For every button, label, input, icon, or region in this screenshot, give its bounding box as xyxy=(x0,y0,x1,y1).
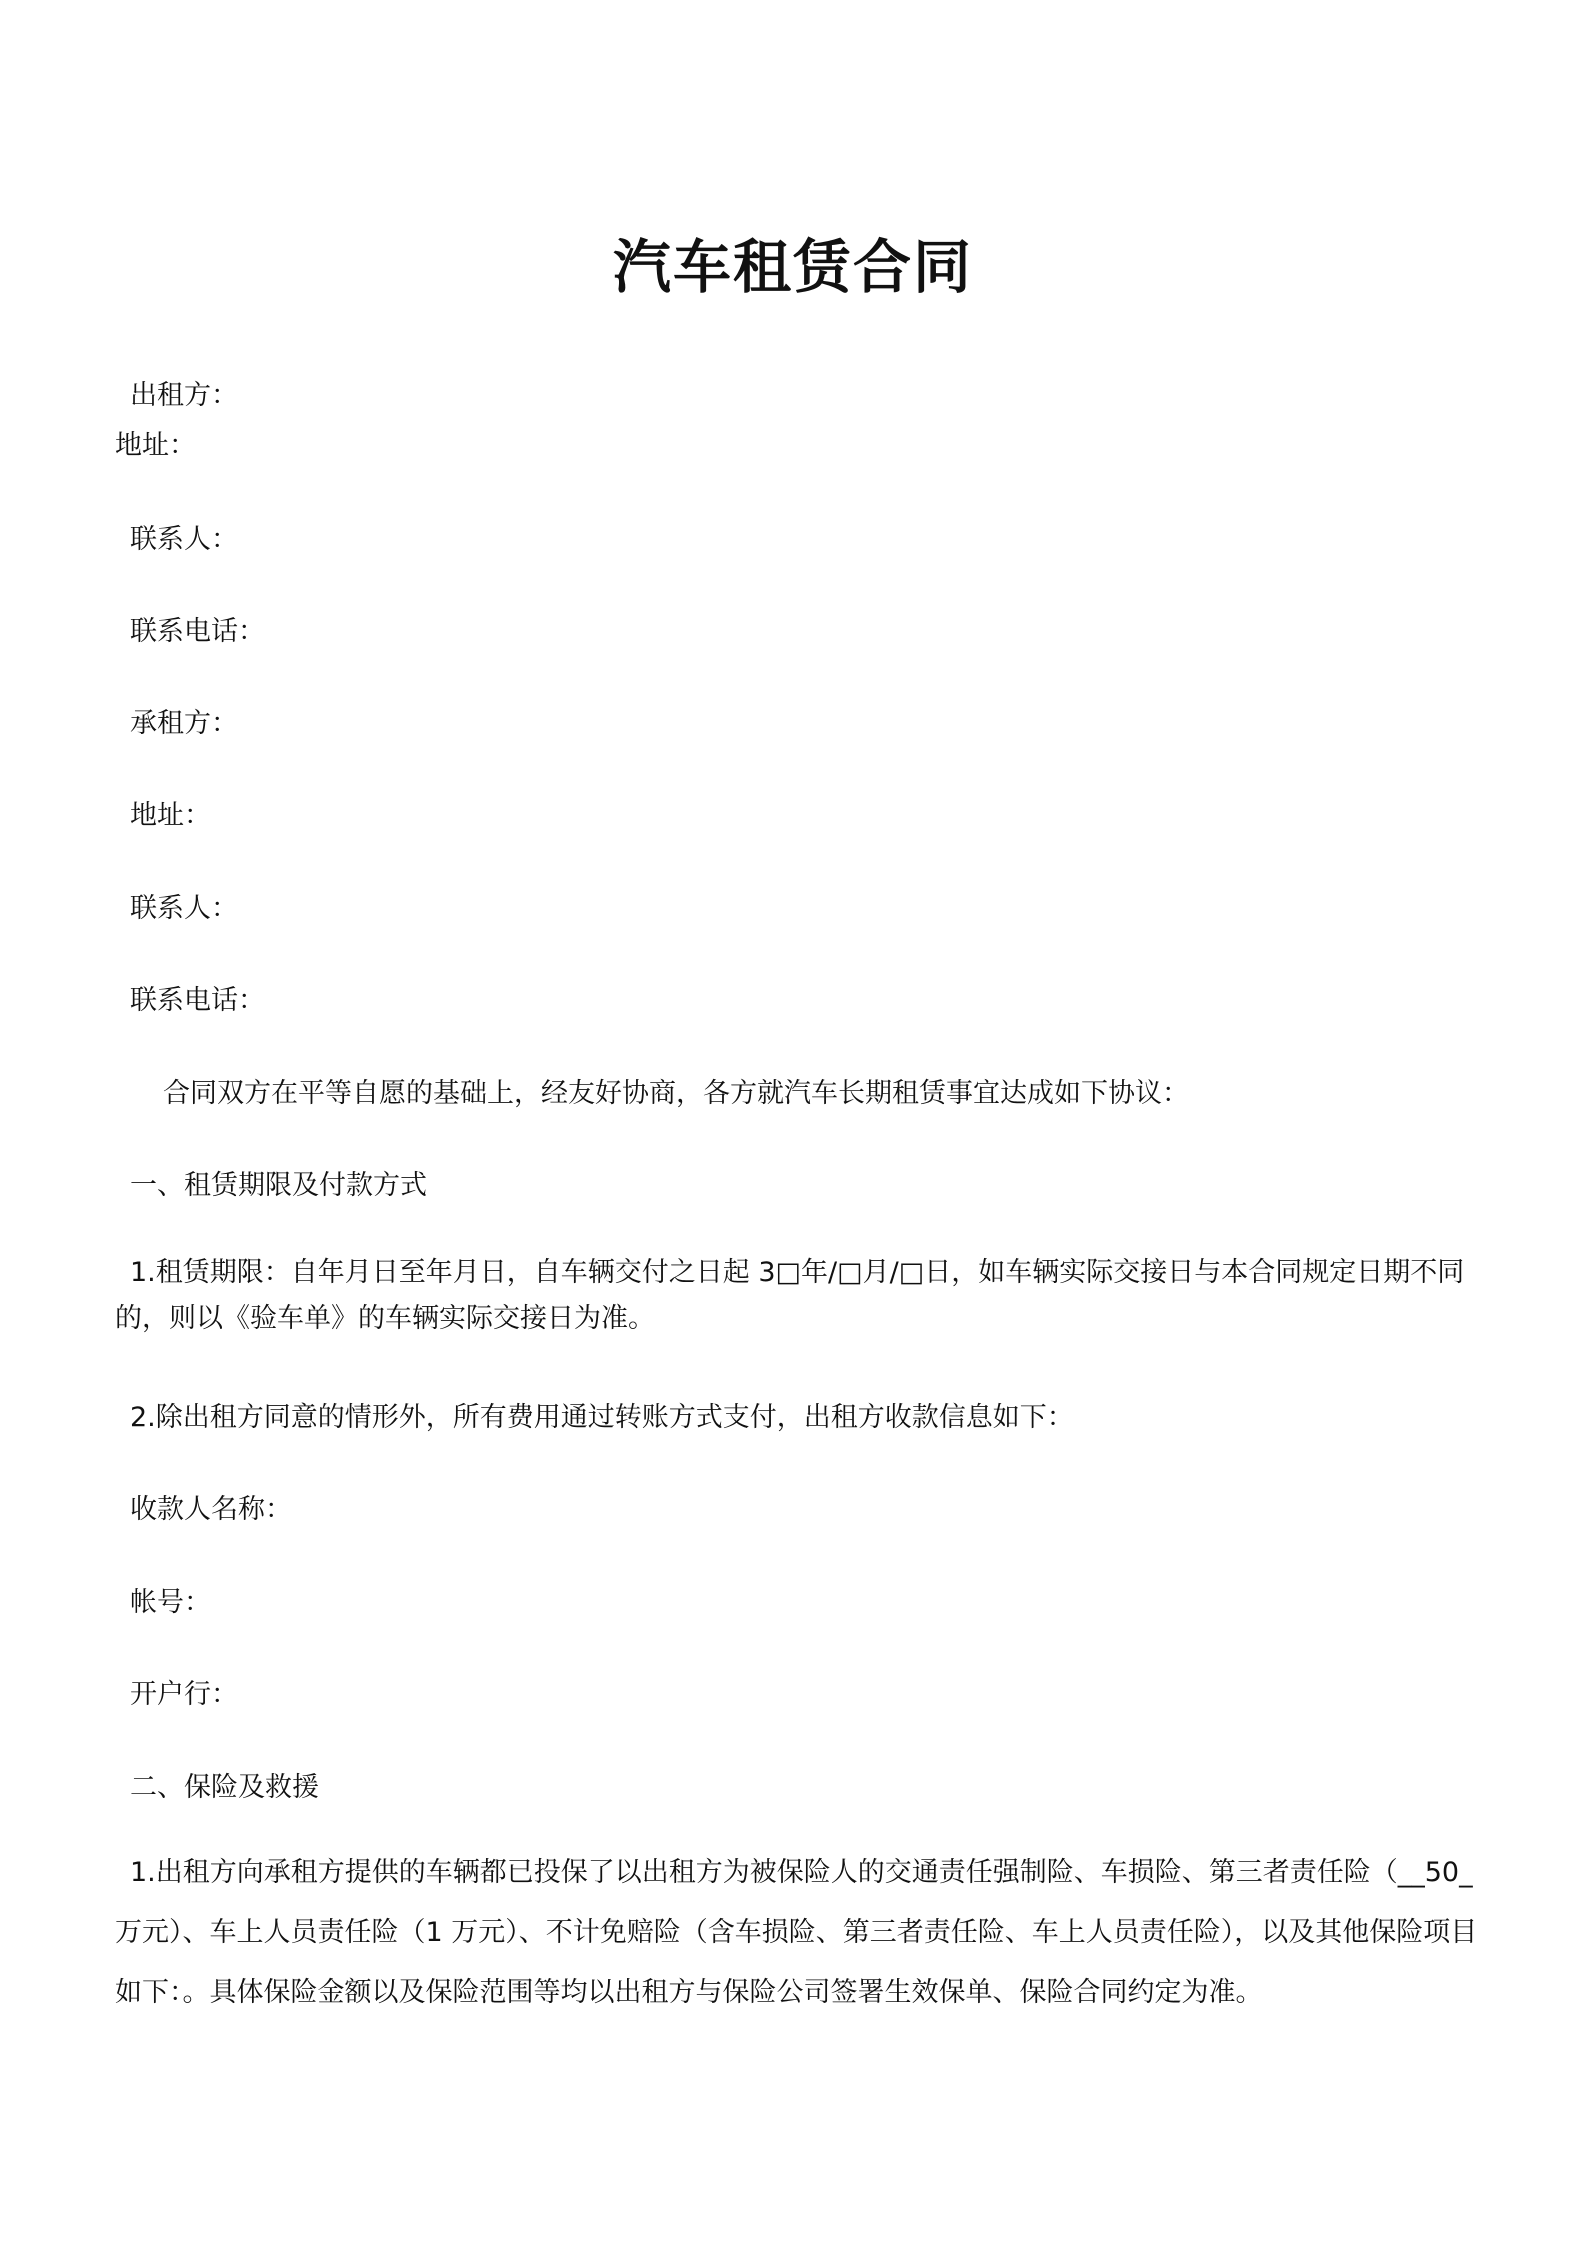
bank-label: 开户行： xyxy=(130,1679,238,1710)
payee-name-label: 收款人名称： xyxy=(130,1494,292,1525)
lessor-contact-label: 联系人： xyxy=(130,524,238,555)
clause-2-1 xyxy=(115,1843,1480,2023)
lessor-phone-label: 联系电话： xyxy=(130,616,265,647)
lessee-address-label: 地址： xyxy=(130,800,211,831)
clause-1-1-text: 1.租赁期限：自年月日至年月日，自车辆交付之日起 3□年/□月/□日，如车辆实际交接日与本合同规定日期不同的，则以《验车单》的车辆实际交接日为准。 xyxy=(115,1257,1465,1334)
section1-heading: 一、租赁期限及付款方式 xyxy=(130,1170,427,1201)
preamble-paragraph: 合同双方在平等自愿的基础上，经友好协商，各方就汽车长期租赁事宜达成如下协议： xyxy=(163,1078,1189,1109)
lessor-label: 出租方： xyxy=(130,380,238,411)
lessee-label: 承租方： xyxy=(130,708,238,739)
section2-heading: 二、保险及救援 xyxy=(130,1772,319,1803)
document-title: 汽车租赁合同 xyxy=(612,233,973,301)
clause-1-1 xyxy=(115,1250,1480,1342)
clause-1-2: 2.除出租方同意的情形外，所有费用通过转账方式支付，出租方收款信息如下： xyxy=(130,1402,1074,1433)
lessor-address-label: 地址： xyxy=(115,430,196,461)
account-label: 帐号： xyxy=(130,1587,211,1618)
lessee-contact-label: 联系人： xyxy=(130,893,238,924)
lessee-phone-label: 联系电话： xyxy=(130,985,265,1016)
clause-2-1-text: 1.出租方向承租方提供的车辆都已投保了以出租方为被保险人的交通责任强制险、车损险、第三者责任险（__50_万元）、车上人员责任险（1 万元）、不计免赔险（含车损险、第三者责任险、车上人员责任险），以及其他保险项目如下：。具体保险金额以及保险范围等均以出租方与保险公司签署生效保单、保险合同约定为准。 xyxy=(115,1857,1478,2008)
